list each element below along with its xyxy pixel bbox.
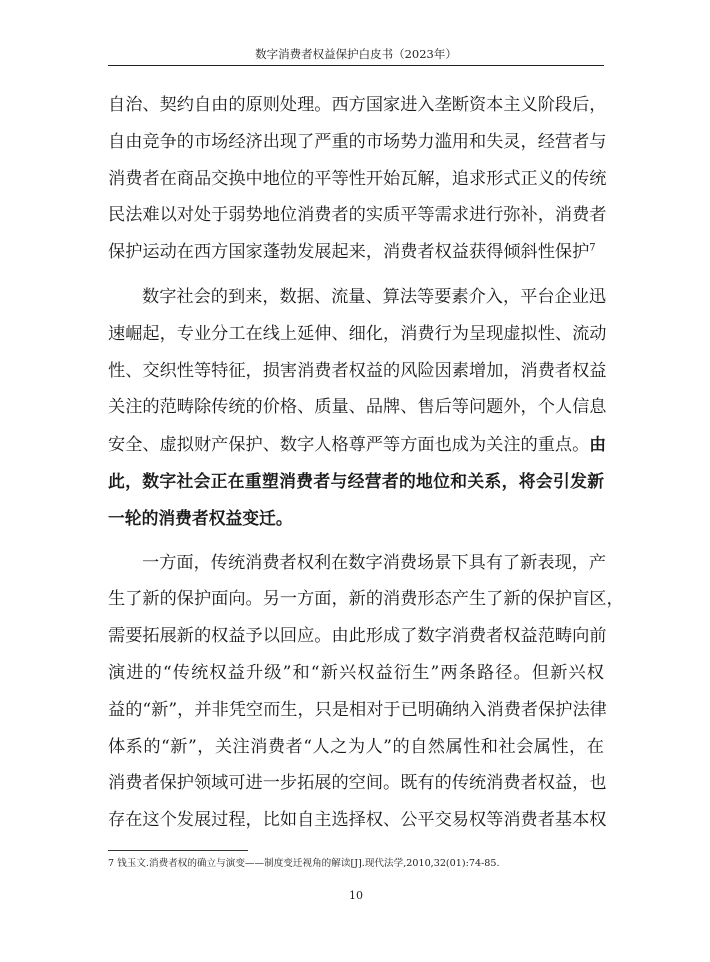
footnote-ref[interactable]: 7 [589,242,596,254]
text-line: 关注的范畴除传统的价格、质量、品牌、售后等问题外，个人信息 [108,397,607,418]
text-line: 自由竞争的市场经济出现了严重的市场势力滥用和失灵，经营者与 [108,131,607,152]
text-segment: 保护运动在西方国家蓬勃发展起来，消费者权益获得倾斜性保护 [108,242,590,263]
bold-text: 由 [589,434,607,455]
text-line: 体系的“新”，关注消费者“人之为人”的自然属性和社会属性，在 [108,736,604,757]
text-line: 数字社会的到来，数据、流量、算法等要素介入，平台企业迅 [142,286,607,307]
page-number: 10 [349,889,363,902]
footnote-rule [108,850,248,851]
running-header: 数字消费者权益保护白皮书（2023年） [255,47,457,61]
text-line: 生了新的保护面向。另一方面，新的消费形态产生了新的保护盲区， [108,589,624,610]
text-line: 益的“新”，并非凭空而生，只是相对于已明确纳入消费者保护法律 [108,699,607,720]
text-line [108,426,607,463]
text-line: 消费者保护领域可进一步拓展的空间。既有的传统消费者权益，也 [108,773,607,794]
text-line: 民法难以对处于弱势地位消费者的实质平等需求进行弥补，消费者 [108,205,607,226]
header-rule [108,65,604,66]
paragraph-1 [108,87,607,271]
bold-text-line: 一轮的消费者权益变迁。 [108,507,293,528]
body-text [108,87,624,839]
paragraph-3 [108,545,624,839]
text-line: 性、交织性等特征，损害消费者权益的风险因素增加，消费者权益 [108,360,607,381]
bold-text-line: 此，数字社会正在重塑消费者与经营者的地位和关系，将会引发新 [108,470,604,491]
text-line: 消费者在商品交换中地位的平等性开始瓦解，追求形式正义的传统 [108,168,607,189]
paragraph-2 [108,279,607,537]
text-segment: 安全、虚拟财产保护、数字人格尊严等方面也成为关注的重点。 [108,435,590,456]
text-line: 速崛起，专业分工在线上延伸、细化，消费行为呈现虚拟性、流动 [108,323,607,344]
text-line: 存在这个发展过程，比如自主选择权、公平交易权等消费者基本权 [108,810,607,831]
footnote: 7 钱玉文.消费者权的确立与演变——制度变迁视角的解读[J].现代法学,2010,32(01):74-85. [108,858,500,869]
text-line: 一方面，传统消费者权利在数字消费场景下具有了新表现，产 [142,552,607,573]
text-line: 需要拓展新的权益予以回应。由此形成了数字消费者权益范畴向前 [108,626,607,647]
text-line: 演进的“传统权益升级”和“新兴权益衍生”两条路径。但新兴权 [108,662,604,683]
text-line [108,234,604,271]
text-line: 自治、契约自由的原则处理。西方国家进入垄断资本主义阶段后， [108,95,607,115]
